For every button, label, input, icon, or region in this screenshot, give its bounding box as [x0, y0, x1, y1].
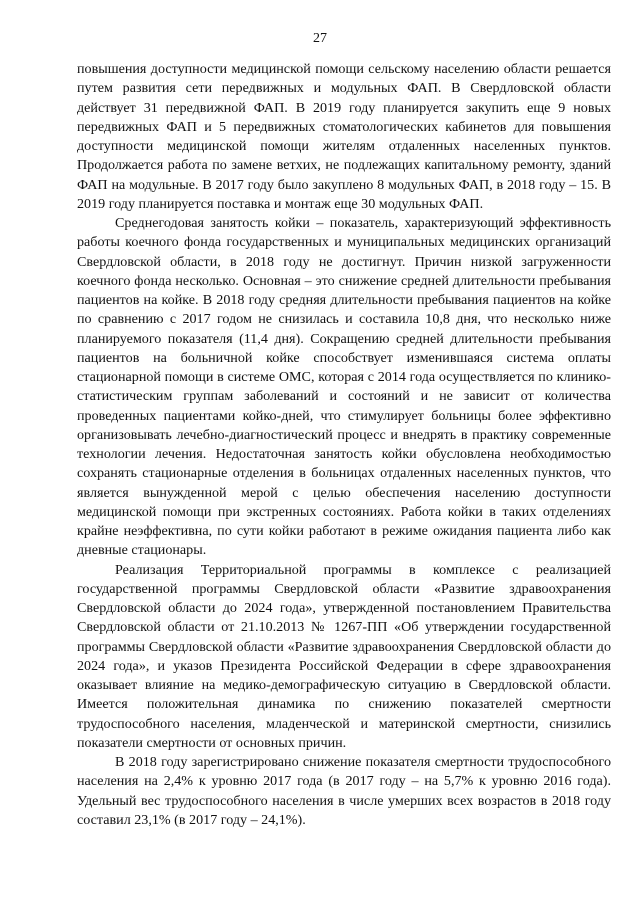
document-body — [77, 60, 611, 830]
paragraph-mortality-statistics: В 2018 году зарегистрировано снижение показателя смертности трудоспособного населения на 2,4% к уровню 2017 года (в 2017 году – на 5,7% к уровню 2016 года). Удельный вес трудоспособного населения в числе умерших всех возрастов в 2018 году составил 23,1% (в 2017 году – 24,1%). — [77, 754, 611, 828]
paragraph-fap-continuation: повышения доступности медицинской помощи сельскому населению области решается путем развития сети передвижных и модульных ФАП. В Свердловской области действует 31 передвижной ФАП. В 2019 году планируется закупить еще 9 новых передвижных ФАП и 5 передвижных стоматологических кабинетов для повышения доступности медицинской помощи жителям отдаленных населенных пунктов. Продолжается работа по замене ветхих, не подлежащих капитальному ремонту, зданий ФАП на модульные. В 2017 году было закуплено 8 модульных ФАП, в 2018 году – 15. В 2019 году планируется поставка и монтаж еще 30 модульных ФАП. — [77, 61, 611, 212]
paragraph-bed-occupancy: Среднегодовая занятость койки – показатель, характеризующий эффективность работы коечного фонда государственных и муниципальных медицинских организаций Свердловской области, в 2018 году не достигнут. Причин низкой загруженности коечного фонда несколько. Основная – это снижение средней длительности пребывания пациентов на койке. В 2018 году средняя длительности пребывания пациентов на койке по сравнению с 2017 годом не снизилась и составила 10,8 дня, что несколько ниже планируемого показателя (11,4 дня). Сокращению средней длительности пребывания пациентов на больничной койке способствует изменившаяся система оплаты стационарной помощи в системе ОМС, которая с 2014 года осуществляется по клинико-статистическим группам заболеваний и состояний и не зависит от количества проведенных пациентами койко-дней, что стимулирует больницы более эффективно организовывать лечебно-диагностический процесс и внедрять в практику современные технологии лечения. Недостаточная занятость койки обусловлена необходимостью сохранять стационарные отделения в больницах отдаленных населенных пунктов, что является вынужденной мерой с целью обеспечения населению доступности медицинской помощи при экстренных состояниях. Работа койки в таких отделениях крайне неэффективна, по сути койки работают в режиме ожидания пациента либо как дневные стационары. — [77, 215, 611, 559]
paragraph-program-implementation: Реализация Территориальной программы в комплексе с реализацией государственной программы Свердловской области «Развитие здравоохранения Свердловской области до 2024 года», утвержденной постановлением Правительства Свердловской области от 21.10.2013 № 1267-ПП «Об утверждении государственной программы Свердловской области «Развитие здравоохранения Свердловской области до 2024 года», и указов Президента Российской Федерации в сфере здравоохранения оказывает влияние на медико-демографическую ситуацию в Свердловской области. Имеется положительная динамика по снижению показателей смертности трудоспособного населения, младенческой и материнской смертности, снизились показатели смертности от основных причин. — [77, 561, 611, 751]
page-number: 27 — [313, 31, 327, 46]
